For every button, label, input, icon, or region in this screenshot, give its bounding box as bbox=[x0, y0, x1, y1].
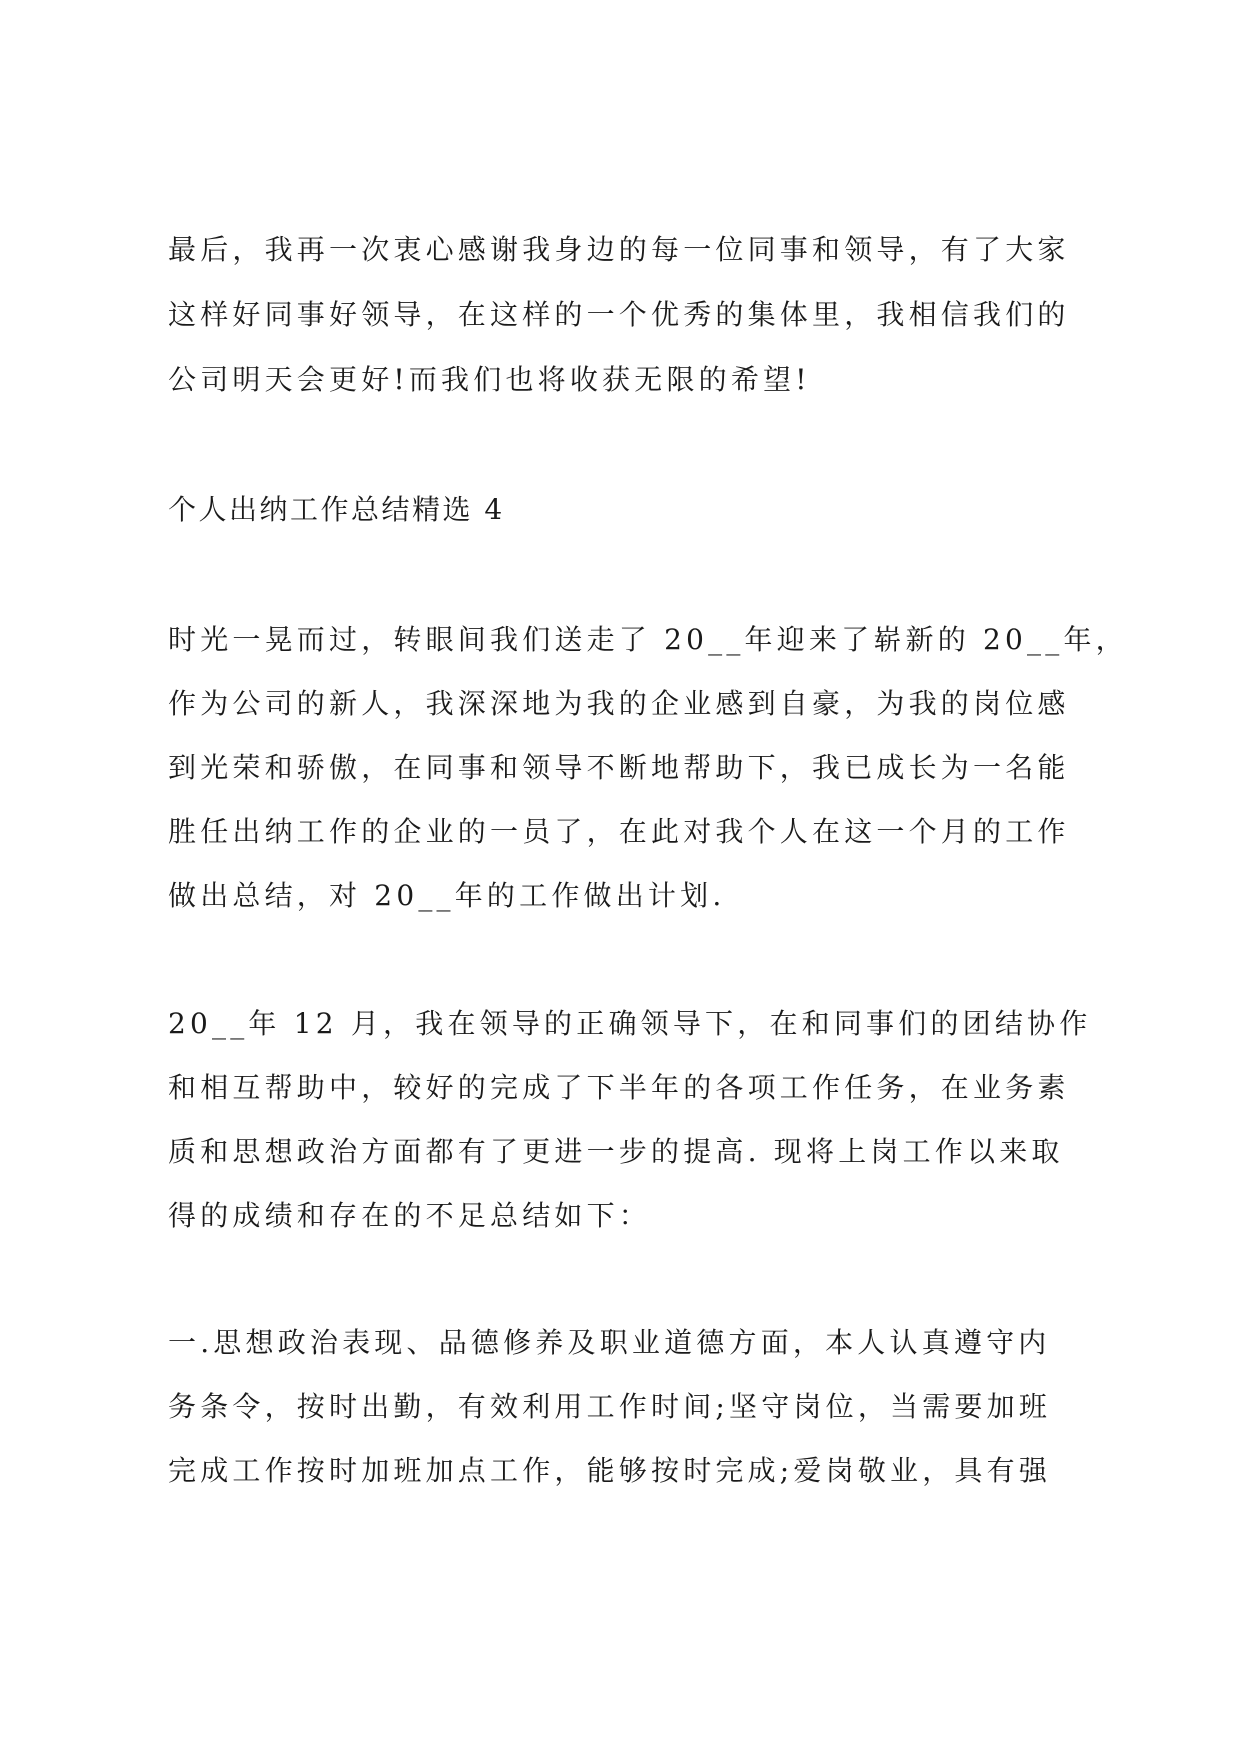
point-one-paragraph-line-3: 完成工作按时加班加点工作，能够按时完成;爱岗敬业，具有强 bbox=[168, 1454, 1052, 1487]
summary-paragraph-line-4: 得的成绩和存在的不足总结如下： bbox=[168, 1199, 652, 1232]
intro-paragraph-line-1: 时光一晃而过，转眼间我们送走了 20__年迎来了崭新的 20__年， bbox=[168, 623, 1128, 656]
point-one-paragraph-line-2: 务条令，按时出勤，有效利用工作时间;坚守岗位，当需要加班 bbox=[168, 1390, 1052, 1423]
closing-paragraph-line-3: 公司明天会更好!而我们也将收获无限的希望! bbox=[168, 363, 811, 396]
summary-paragraph-line-2: 和相互帮助中，较好的完成了下半年的各项工作任务，在业务素 bbox=[168, 1071, 1070, 1104]
intro-paragraph-line-4: 胜任出纳工作的企业的一员了，在此对我个人在这一个月的工作 bbox=[168, 815, 1070, 848]
summary-paragraph-line-3: 质和思想政治方面都有了更进一步的提高. 现将上岗工作以来取 bbox=[168, 1135, 1064, 1168]
section-heading: 个人出纳工作总结精选 4 bbox=[168, 493, 505, 526]
summary-paragraph-line-1: 20__年 12 月，我在领导的正确领导下，在和同事们的团结协作 bbox=[168, 1007, 1092, 1040]
closing-paragraph-line-1: 最后，我再一次衷心感谢我身边的每一位同事和领导，有了大家 bbox=[168, 233, 1070, 266]
intro-paragraph-line-2: 作为公司的新人，我深深地为我的企业感到自豪，为我的岗位感 bbox=[168, 687, 1070, 720]
intro-paragraph-line-3: 到光荣和骄傲，在同事和领导不断地帮助下，我已成长为一名能 bbox=[168, 751, 1070, 784]
closing-paragraph-line-2: 这样好同事好领导，在这样的一个优秀的集体里，我相信我们的 bbox=[168, 298, 1070, 331]
intro-paragraph-line-5: 做出总结，对 20__年的工作做出计划. bbox=[168, 879, 726, 912]
point-one-paragraph-line-1: 一.思想政治表现、品德修养及职业道德方面，本人认真遵守内 bbox=[168, 1326, 1051, 1359]
